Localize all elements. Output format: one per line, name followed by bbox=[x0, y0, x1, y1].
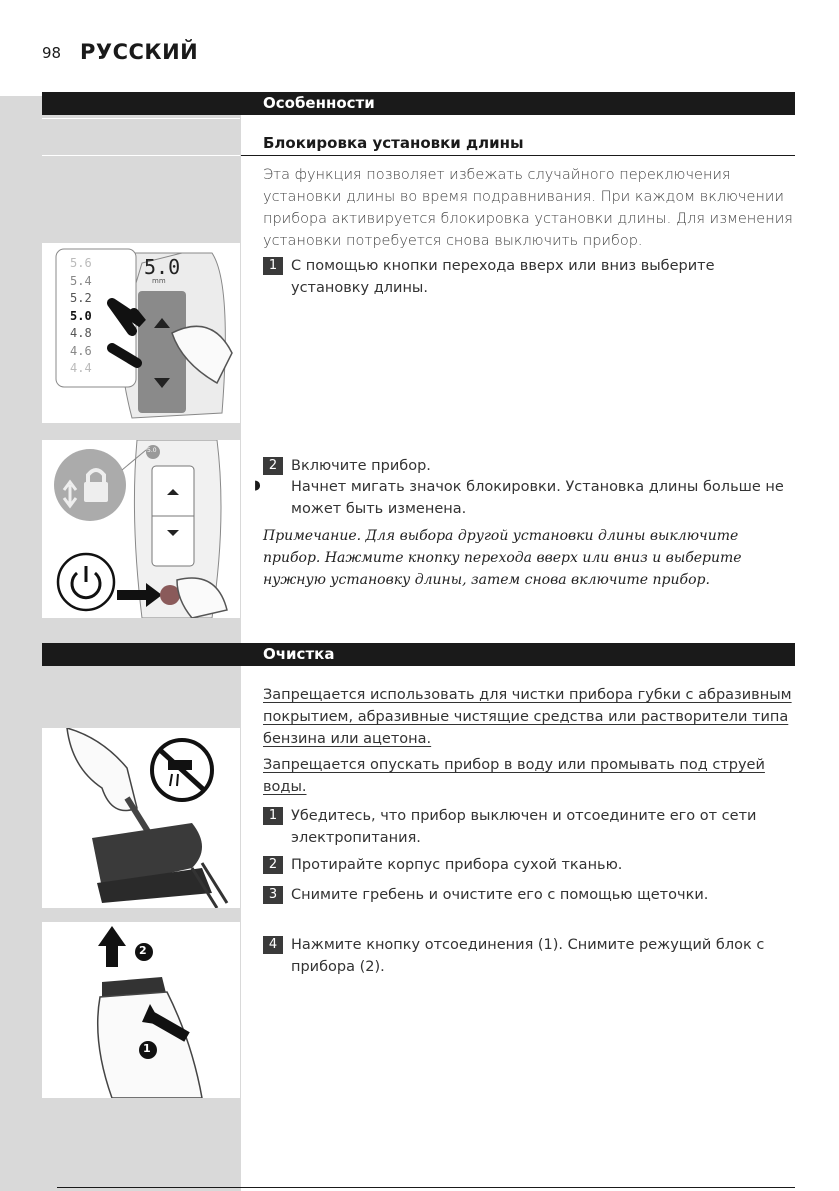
step-3-comb bbox=[263, 884, 795, 906]
warning-abrasives: Запрещается использовать для чистки прибора губки с абразивным покрытием, абразивные чистящие средства или растворители типа бензина или ацетона. bbox=[263, 687, 792, 747]
step-2-wipe bbox=[263, 854, 795, 876]
page-language-title: РУССКИЙ bbox=[80, 40, 199, 64]
intro-paragraph: Эта функция позволяет избежать случайного переключения установки длины во время подравнивания. При каждом включении прибора активируется блокировка установки длины. Для изменения установки потребуется снова выключить прибор. bbox=[263, 167, 793, 249]
step-text: С помощью кнопки перехода вверх или вниз выберите установку длины. bbox=[291, 258, 715, 296]
step-number: 4 bbox=[263, 936, 283, 954]
figure-remove-cutting-unit bbox=[42, 922, 240, 1098]
step-text: Протирайте корпус прибора сухой тканью. bbox=[291, 857, 623, 873]
step-number: 2 bbox=[263, 856, 283, 874]
bullet-arrow-icon: ◗ bbox=[254, 478, 261, 493]
divider bbox=[42, 155, 240, 156]
footer-rule bbox=[57, 1187, 795, 1188]
section-bar-cleaning bbox=[42, 643, 795, 666]
step-number: 3 bbox=[263, 886, 283, 904]
scale-value: 5.6 bbox=[70, 256, 92, 270]
step-number: 1 bbox=[263, 807, 283, 825]
switch-badge: 5.0 bbox=[147, 447, 157, 454]
step-number: 2 bbox=[263, 457, 283, 475]
step-1-lock bbox=[263, 255, 795, 299]
callout-number-1: 1 bbox=[143, 1042, 151, 1055]
scale-value: 4.6 bbox=[70, 343, 92, 358]
page-number: 98 bbox=[42, 44, 62, 62]
subheading-length-lock: Блокировка установки длины bbox=[263, 134, 524, 152]
step-text: Нажмите кнопку отсоединения (1). Снимите режущий блок с прибора (2). bbox=[291, 937, 765, 975]
divider bbox=[42, 118, 240, 119]
scale-value: 5.4 bbox=[70, 273, 92, 288]
scale-value: 4.8 bbox=[70, 326, 92, 340]
figure-length-setting bbox=[42, 243, 240, 423]
subheading-underline bbox=[241, 155, 795, 156]
scale-value: 5.0 bbox=[70, 308, 92, 323]
figure-switch-on bbox=[42, 440, 240, 618]
step-number: 1 bbox=[263, 257, 283, 275]
callout-number-2: 2 bbox=[139, 944, 147, 957]
section-title-features: Особенности bbox=[263, 94, 375, 112]
note-text: Примечание. Для выбора другой установки длины выключите прибор. Нажмите кнопку перехода вверх или вниз и выберите нужную установку длины, затем снова включите прибор. bbox=[263, 528, 742, 588]
bullet-text: Начнет мигать значок блокировки. Установка длины больше не может быть изменена. bbox=[291, 479, 784, 517]
section-title-cleaning: Очистка bbox=[263, 645, 335, 663]
step-text: Убедитесь, что прибор выключен и отсоедините его от сети электропитания. bbox=[291, 808, 757, 846]
section-bar-features bbox=[42, 92, 795, 115]
step-text: Включите прибор. bbox=[291, 458, 431, 474]
step-4-detach bbox=[263, 934, 795, 978]
step-1-unplug bbox=[263, 805, 795, 849]
display-value: 5.0 bbox=[144, 255, 181, 279]
scale-value: 5.2 bbox=[70, 291, 92, 305]
step-text: Снимите гребень и очистите его с помощью щеточки. bbox=[291, 887, 709, 903]
step-2-switch-on bbox=[263, 455, 795, 477]
figure-cleaning-comb bbox=[42, 728, 240, 908]
warning-water: Запрещается опускать прибор в воду или промывать под струей воды. bbox=[263, 757, 765, 795]
scale-value: 4.4 bbox=[70, 361, 92, 375]
display-unit: mm bbox=[152, 277, 166, 285]
